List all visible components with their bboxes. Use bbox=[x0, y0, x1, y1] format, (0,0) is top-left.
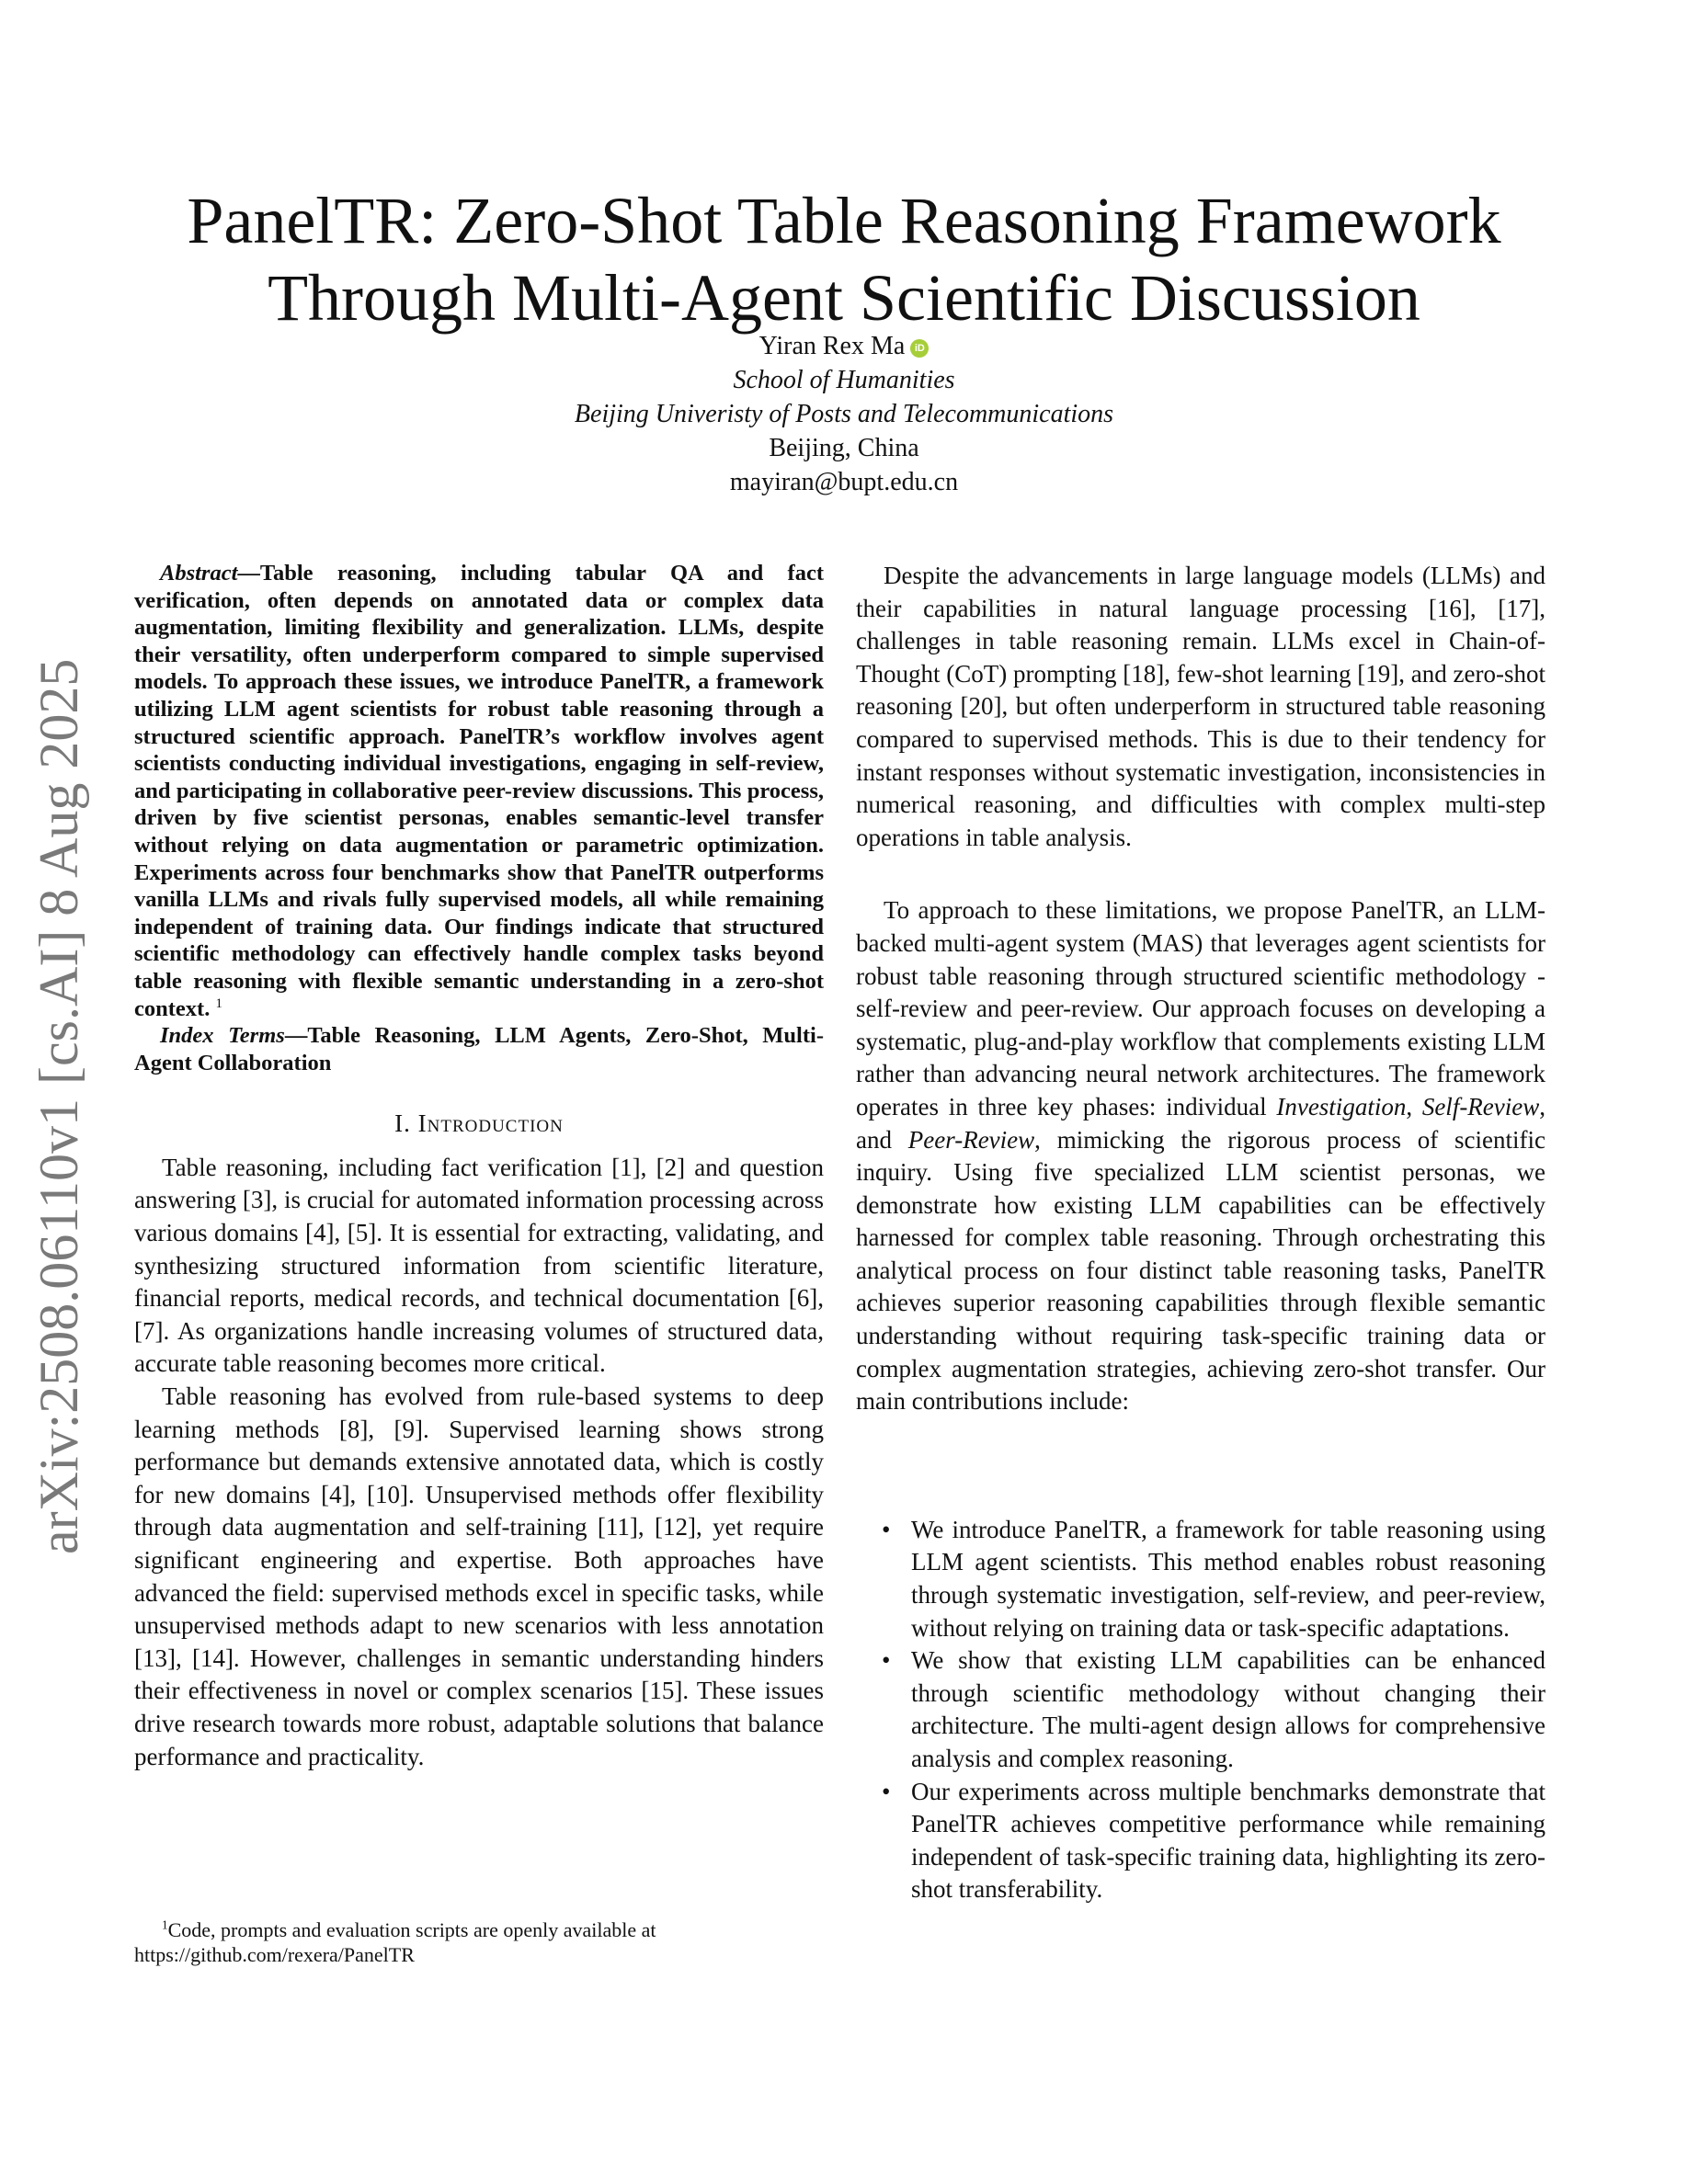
right-column bbox=[856, 560, 1545, 1906]
bullet-icon: • bbox=[882, 1515, 891, 1543]
abstract-text: Table reasoning, including tabular QA and fact verification, often depends on annotated data or complex data augmentation, limiting flexibility and generalization. LLMs, despite their versatility, often underperform compared to simple supervised models. To approach these issues, we introduce PanelTR, a framework utilizing LLM agent scientists for robust table reasoning through a structured scientific approach. PanelTR’s workflow involves agent scientists conducting individual investigations, engaging in self-review, and participating in collaborative peer-review discussions. This process, driven by five scientist personas, enables semantic-level transfer without relying on data augmentation or parametric optimization. Experiments across four benchmarks show that PanelTR outperforms vanilla LLMs and rivals fully supervised models, all while remaining independent of training data. Our findings indicate that structured scientific methodology can effectively handle complex tasks beyond table reasoning with flexible semantic understanding in a zero-shot context. bbox=[134, 561, 824, 1021]
paper-title-line-1: PanelTR: Zero-Shot Table Reasoning Framework bbox=[187, 184, 1501, 258]
author-email[interactable]: mayiran@bupt.edu.cn bbox=[729, 468, 959, 496]
para4-part1: To approach to these limitations, we propose PanelTR, an LLM-backed multi-agent system (MAS) that leverages agent scientists for robust table reasoning through structured scientific methodology - self-review and peer-review. Our approach focuses on developing a systematic, plug-and-play workflow that complements existing LLM rather than advancing neural network architectures. The framework operates in three key phases: individual bbox=[856, 896, 1545, 1120]
para4-sep2: , and bbox=[856, 1092, 1546, 1154]
author-name-row bbox=[0, 329, 1688, 363]
abstract-lead: Abstract bbox=[160, 561, 238, 586]
abstract bbox=[134, 560, 824, 1022]
phase-self-review: Self-Review bbox=[1421, 1092, 1540, 1120]
abstract-footnote-mark[interactable]: 1 bbox=[215, 995, 222, 1011]
contribution-text: Our experiments across multiple benchmarks demonstrate that PanelTR achieves competitive performance while remaining independent of task-specific training data, highlighting its zero-shot transferability. bbox=[911, 1777, 1545, 1904]
author-block bbox=[0, 329, 1688, 499]
author-university: Beijing Univeristy of Posts and Telecommunications bbox=[574, 400, 1114, 428]
contribution-item bbox=[856, 1514, 1545, 1644]
contributions-list bbox=[856, 1514, 1545, 1906]
bullet-icon: • bbox=[882, 1777, 891, 1805]
section-number: I. bbox=[394, 1109, 411, 1138]
contribution-item bbox=[856, 1644, 1545, 1775]
footnote-text: Code, prompts and evaluation scripts are openly available at bbox=[167, 1918, 656, 1941]
footnote-line bbox=[134, 1917, 824, 1942]
paper-title bbox=[0, 182, 1688, 336]
paper-title-line-2: Through Multi-Agent Scientific Discussion bbox=[268, 261, 1420, 336]
intro-paragraph-1: Table reasoning, including fact verification [1], [2] and question answering [3], is crucial for automated information processing across various domains [4], [5]. It is essential for extracting, validating, and synthesizing structured information from scientific literature, financial reports, medical records, and technical documentation [6], [7]. As organizations handle increasing volumes of structured data, accurate table reasoning becomes more critical. bbox=[134, 1153, 824, 1378]
bullet-icon: • bbox=[882, 1646, 891, 1675]
orcid-icon[interactable]: iD bbox=[910, 339, 929, 358]
footnote bbox=[134, 1917, 824, 1967]
author-name: Yiran Rex Ma bbox=[758, 332, 906, 360]
para4-part2: , mimicking the rigorous process of scientific inquiry. Using five specialized LLM scientist personas, we demonstrate how existing LLM capabilities can be effectively harnessed for complex table reasoning. Through orchestrating this analytical process on four distinct table reasoning tasks, PanelTR achieves superior reasoning capabilities through flexible semantic understanding without requiring task-specific training data or complex augmentation strategies, achieving zero-shot transfer. Our main contributions include: bbox=[856, 1125, 1546, 1416]
index-terms bbox=[134, 1022, 824, 1076]
contribution-text: We show that existing LLM capabilities can be enhanced through scientific methodology without changing their architecture. The multi-agent design allows for comprehensive analysis and complex reasoning. bbox=[911, 1646, 1545, 1772]
contribution-text: We introduce PanelTR, a framework for table reasoning using LLM agent scientists. This method enables robust reasoning through systematic investigation, self-review, and peer-review, without relying on training data or task-specific adaptations. bbox=[911, 1515, 1545, 1642]
abstract-dash: — bbox=[237, 561, 260, 586]
phase-investigation: Investigation bbox=[1276, 1092, 1407, 1120]
index-terms-text: Table Reasoning, LLM Agents, Zero-Shot, Multi-Agent Collaboration bbox=[134, 1023, 824, 1075]
intro-paragraph-3: Despite the advancements in large language models (LLMs) and their capabilities in natural language processing [16], [17], challenges in table reasoning remain. LLMs excel in Chain-of-Thought (CoT) prompting [18], few-shot learning [19], and zero-shot reasoning [20], but often underperform in structured table reasoning compared to supervised methods. This is due to their tendency for instant responses without systematic investigation, inconsistencies in numerical reasoning, and difficulties with complex multi-step operations in table analysis. bbox=[856, 562, 1545, 851]
intro-paragraph-2: Table reasoning has evolved from rule-based systems to deep learning methods [8], [9]. Supervised learning shows strong performance but demands extensive annotated data, which is costly for new domains [4], [10]. Unsupervised methods offer flexibility through data augmentation and self-training [11], [12], yet require significant engineering and expertise. Both approaches have advanced the field: supervised methods excel in specific tasks, while unsupervised methods adapt to new scenarios with less annotation [13], [14]. However, challenges in semantic understanding hinders their effectiveness in novel or complex scenarios [15]. These issues drive research towards more robust, adaptable solutions that balance performance and practicality. bbox=[134, 1382, 824, 1770]
section-title: Introduction bbox=[417, 1109, 564, 1138]
index-terms-dash: — bbox=[284, 1023, 308, 1049]
contribution-item bbox=[856, 1776, 1545, 1906]
phase-peer-review: Peer-Review bbox=[907, 1125, 1035, 1154]
author-location: Beijing, China bbox=[769, 434, 919, 462]
footnote-url[interactable]: https://github.com/rexera/PanelTR bbox=[134, 1943, 415, 1966]
author-department: School of Humanities bbox=[733, 366, 955, 394]
left-column bbox=[134, 560, 824, 1773]
arxiv-identifier-stamp: arXiv:2508.06110v1 [cs.AI] 8 Aug 2025 bbox=[29, 658, 89, 1554]
para4-sep1: , bbox=[1406, 1092, 1422, 1120]
section-heading-introduction bbox=[134, 1108, 824, 1141]
intro-paragraph-4 bbox=[856, 894, 1545, 1418]
footnote-mark: 1 bbox=[162, 1917, 168, 1932]
index-terms-lead: Index Terms bbox=[160, 1023, 285, 1049]
